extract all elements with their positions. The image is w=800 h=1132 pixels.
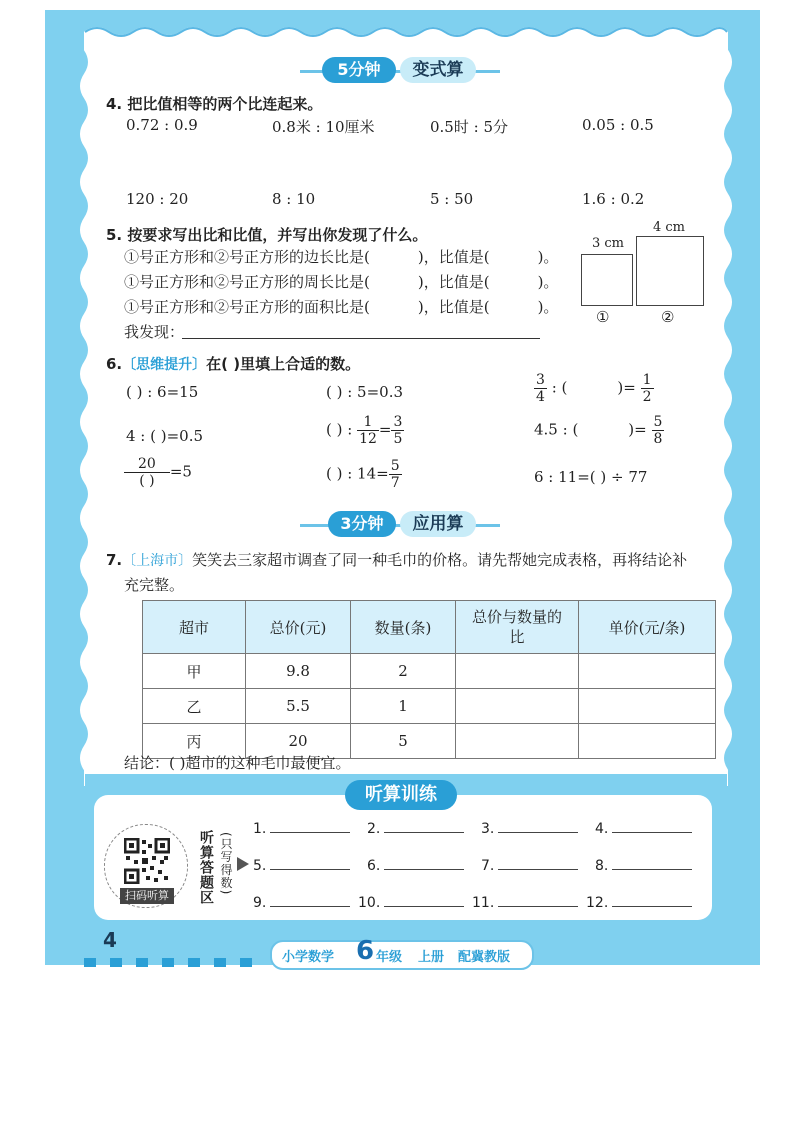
table-header: 超市 [143, 601, 246, 654]
table-cell: 9.8 [246, 654, 351, 689]
section-title: 应用算 [400, 511, 476, 537]
fraction: $\frac{3}{5}$ [393, 414, 403, 447]
q6-r2c2-pre: ( ) : [326, 420, 353, 439]
table-cell: 1 [351, 689, 456, 724]
decor-dash [110, 958, 122, 967]
section-title: 变式算 [400, 57, 476, 83]
square-1-number: ① [596, 308, 610, 326]
q5-row-1-mid: )，比值是( [417, 248, 490, 266]
answer-area-note: (只写得数) [219, 832, 233, 896]
q4-top-3[interactable]: 0.5时 : 5分 [430, 118, 508, 136]
q5-title: 5. 按要求写出比和比值，并写出你发现了什么。 [106, 226, 428, 244]
q6-tag: 〔思维提升〕 [122, 357, 207, 373]
q5-found-line[interactable] [182, 338, 540, 339]
answer-area-label: 听算答题区 [198, 830, 214, 905]
q6-r2c3-end: )= [628, 420, 647, 439]
price-table [142, 600, 716, 759]
table-header: 数量(条) [351, 601, 456, 654]
q4-bottom-1[interactable]: 120 : 20 [126, 190, 189, 208]
q5-row-3-end: )。 [537, 298, 559, 316]
section-time-badge: 5分钟 [322, 57, 396, 83]
table-header: 单价(元/条) [579, 601, 716, 654]
q6-r1c1[interactable]: ( ) : 6=15 [126, 383, 199, 401]
table-answer-cell[interactable] [456, 654, 579, 689]
q4-bottom-4[interactable]: 1.6 : 0.2 [582, 190, 645, 208]
answer-slot[interactable]: 6. [367, 857, 464, 874]
footer-edition: 配冀教版 [458, 950, 511, 965]
footer-grade: 年级 [376, 950, 403, 965]
q6-title: 在( )里填上合适的数。 [206, 355, 361, 373]
qr-label: 扫码听算 [120, 888, 174, 904]
answer-slot[interactable]: 10. [358, 894, 464, 911]
q6-r1c3-mid: : ( [551, 378, 568, 397]
answer-slot[interactable]: 4. [595, 820, 692, 837]
section-time-badge: 3分钟 [328, 511, 396, 537]
answer-slot[interactable]: 7. [481, 857, 578, 874]
q7-line-2: 充完整。 [124, 576, 185, 594]
footer-subject: 小学数学 [282, 950, 335, 965]
decor-dash [136, 958, 148, 967]
q6-r1c2[interactable]: ( ) : 5=0.3 [326, 383, 404, 401]
fraction: $\frac{1}{2}$ [642, 372, 652, 405]
square-1 [581, 254, 633, 306]
answer-slot[interactable]: 12. [586, 894, 692, 911]
footer-term: 上册 [418, 950, 445, 965]
square-1-label: 3 cm [592, 236, 625, 251]
q6-r3c1[interactable] [124, 456, 192, 489]
q6-r2c2[interactable] [326, 414, 404, 447]
q5-row-3-mid: )，比值是( [417, 298, 490, 316]
q6-r2c2-eq: = [378, 420, 392, 439]
answer-slot[interactable]: 8. [595, 857, 692, 874]
q5-row-1-end: )。 [537, 248, 559, 266]
table-header: 总价与数量的比 [456, 601, 579, 654]
answer-slot[interactable]: 1. [253, 820, 350, 837]
table-answer-cell[interactable] [456, 724, 579, 759]
square-2-number: ② [661, 308, 675, 326]
answer-slot[interactable]: 5. [253, 857, 350, 874]
decor-dash [214, 958, 226, 967]
q6-r3c3[interactable]: 6 : 11=( ) ÷ 77 [534, 468, 648, 486]
table-answer-cell[interactable] [579, 724, 716, 759]
fraction: $\frac{3}{4}$ [536, 372, 545, 405]
decor-dash [162, 958, 174, 967]
q5-row-2-text: ①号正方形和②号正方形的周长比是( [124, 273, 370, 291]
table-cell: 丙 [143, 724, 246, 759]
table-cell: 20 [246, 724, 351, 759]
decor-dash [188, 958, 200, 967]
q5-row-1 [124, 246, 558, 267]
q7-conclusion[interactable]: 结论：( )超市的这种毛巾最便宜。 [124, 754, 351, 772]
play-arrow-icon [237, 857, 249, 871]
q4-title: 4. 把比值相等的两个比连起来。 [106, 95, 323, 113]
q4-bottom-2[interactable]: 8 : 10 [272, 190, 316, 208]
q5-row-3 [124, 296, 558, 317]
table-header: 总价(元) [246, 601, 351, 654]
table-row [143, 654, 716, 689]
table-answer-cell[interactable] [579, 654, 716, 689]
fraction: $\frac{5}{7}$ [390, 458, 400, 491]
answer-slot[interactable]: 2. [367, 820, 464, 837]
q4-top-1[interactable]: 0.72 : 0.9 [126, 116, 198, 134]
table-header-row [143, 601, 716, 654]
fraction: $\frac{20}{( )}$ [124, 456, 170, 489]
answer-slot[interactable]: 11. [472, 894, 578, 911]
table-answer-cell[interactable] [579, 689, 716, 724]
table-cell: 5.5 [246, 689, 351, 724]
fraction: $\frac{5}{8}$ [653, 414, 663, 447]
q6-number: 6. [106, 355, 123, 373]
q4-top-4[interactable]: 0.05 : 0.5 [582, 116, 654, 134]
decor-dash [84, 958, 96, 967]
decor-dash [240, 958, 252, 967]
qr-code-icon[interactable] [124, 838, 170, 884]
q6-title-row [106, 353, 360, 374]
q6-r3c1-eq: =5 [169, 462, 192, 481]
q7-number: 7. [106, 551, 123, 569]
q6-r1c3[interactable] [534, 372, 654, 405]
q6-r2c3-pre: 4.5 : ( [534, 420, 579, 439]
table-cell: 甲 [143, 654, 246, 689]
q7-line-1 [106, 549, 687, 570]
table-cell: 2 [351, 654, 456, 689]
table-cell: 5 [351, 724, 456, 759]
table-answer-cell[interactable] [456, 689, 579, 724]
q6-r2c3[interactable] [534, 414, 664, 447]
q5-row-2-end: )。 [537, 273, 559, 291]
listening-title: 听算训练 [345, 780, 457, 810]
footer-grade-number: 6 [356, 936, 375, 966]
q5-row-2-mid: )，比值是( [417, 273, 490, 291]
answer-slot[interactable]: 9. [253, 894, 350, 911]
q5-row-3-text: ①号正方形和②号正方形的面积比是( [124, 298, 370, 316]
q6-r3c2-pre: ( ) : 14= [326, 464, 389, 483]
q7-text-1: 笑笑去三家超市调查了同一种毛巾的价格。请先帮她完成表格，再将结论补 [192, 551, 688, 569]
answer-slot[interactable]: 3. [481, 820, 578, 837]
square-2 [636, 236, 704, 306]
square-2-label: 4 cm [653, 220, 686, 235]
q5-row-2 [124, 271, 558, 292]
q5-found-label: 我发现： [124, 323, 185, 341]
table-row [143, 689, 716, 724]
q7-tag: 〔上海市〕 [122, 553, 193, 569]
table-cell: 乙 [143, 689, 246, 724]
q6-r2c1[interactable]: 4 : ( )=0.5 [126, 427, 204, 445]
fraction: $\frac{1}{12}$ [359, 414, 377, 447]
q4-top-2[interactable]: 0.8米 : 10厘米 [272, 118, 375, 136]
q6-r1c3-end: )= [617, 378, 636, 397]
q5-row-1-text: ①号正方形和②号正方形的边长比是( [124, 248, 370, 266]
page-number: 4 [103, 928, 117, 952]
q6-r3c2[interactable] [326, 458, 402, 491]
q4-bottom-3[interactable]: 5 : 50 [430, 190, 474, 208]
